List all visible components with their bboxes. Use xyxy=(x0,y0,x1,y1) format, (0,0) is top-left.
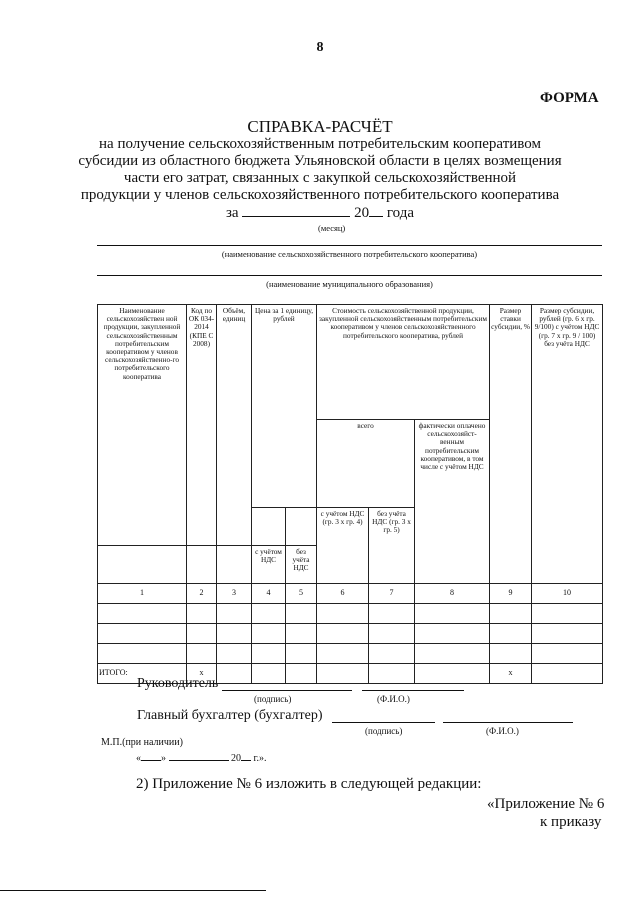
form-label: ФОРМА xyxy=(540,90,599,106)
table-cell[interactable] xyxy=(490,624,532,644)
calculation-table xyxy=(97,304,603,684)
header-row xyxy=(98,305,603,420)
date-line xyxy=(136,751,266,764)
table-cell[interactable] xyxy=(252,644,286,664)
table-cell[interactable] xyxy=(187,624,217,644)
total-mark: x xyxy=(490,664,532,684)
year-prefix: 20 xyxy=(354,205,370,221)
accountant-signature-line[interactable] xyxy=(332,722,435,723)
table-cell[interactable] xyxy=(317,644,369,664)
accountant-name-caption: (Ф.И.О.) xyxy=(486,726,519,736)
head-name-line[interactable] xyxy=(362,690,464,691)
table-cell[interactable] xyxy=(532,644,603,664)
table-cell[interactable] xyxy=(532,624,603,644)
header-actually-paid: фактически оплачено сельскохозяйст-венным потребительским кооперативом, в том числе с учётом НДС xyxy=(415,420,490,584)
amendment-text: 2) Приложение № 6 изложить в следующей редакции: xyxy=(136,776,482,792)
table-cell[interactable] xyxy=(217,644,252,664)
header-cell-empty xyxy=(187,546,217,584)
subtitle-line: субсидии из областного бюджета Ульяновской области в целях возмещения xyxy=(78,153,562,169)
year-blank xyxy=(369,204,383,217)
subtitle-line: части его затрат, связанных с закупкой сельскохозяйственной xyxy=(123,170,517,186)
table-cell[interactable] xyxy=(415,624,490,644)
table-cell[interactable] xyxy=(286,664,317,684)
header-cost-without-vat: без учёта НДС (гр. 3 х гр. 5) xyxy=(369,508,415,584)
table-cell[interactable] xyxy=(317,604,369,624)
header-price-without-vat: без учёта НДС xyxy=(286,546,317,584)
stamp-note: М.П.(при наличии) xyxy=(101,737,183,748)
column-number: 3 xyxy=(217,584,252,604)
head-sign-caption: (подпись) xyxy=(254,694,292,704)
table-cell[interactable] xyxy=(490,604,532,624)
table-cell[interactable] xyxy=(252,624,286,644)
head-label: Руководитель xyxy=(137,676,219,691)
column-number: 6 xyxy=(317,584,369,604)
table-cell[interactable] xyxy=(187,604,217,624)
table-cell[interactable] xyxy=(252,604,286,624)
column-number: 4 xyxy=(252,584,286,604)
head-name-caption: (Ф.И.О.) xyxy=(377,694,410,704)
period-prefix: за xyxy=(226,205,239,221)
column-number: 5 xyxy=(286,584,317,604)
total-label: ИТОГО: xyxy=(98,664,187,684)
table-cell[interactable] xyxy=(369,624,415,644)
table-cell[interactable] xyxy=(286,624,317,644)
accountant-label: Главный бухгалтер (бухгалтер) xyxy=(137,708,323,723)
subtitle-line: продукции у членов сельскохозяйственного потребительского кооператива xyxy=(80,187,560,203)
table-cell[interactable] xyxy=(187,644,217,664)
column-number: 8 xyxy=(415,584,490,604)
table-cell[interactable] xyxy=(98,624,187,644)
table-cell[interactable] xyxy=(286,644,317,664)
table-cell[interactable] xyxy=(415,604,490,624)
header-cell-empty xyxy=(286,508,317,546)
accountant-sign-caption: (подпись) xyxy=(365,726,403,736)
header-cost-with-vat: с учётом НДС (гр. 3 х гр. 4) xyxy=(317,508,369,584)
appendix-title: «Приложение № 6 xyxy=(487,796,605,812)
table-row xyxy=(98,604,603,624)
table-cell[interactable] xyxy=(369,664,415,684)
total-mark: x xyxy=(187,664,217,684)
table-cell[interactable] xyxy=(98,644,187,664)
table-cell[interactable] xyxy=(369,604,415,624)
table-row xyxy=(98,644,603,664)
table-cell[interactable] xyxy=(98,604,187,624)
table-cell[interactable] xyxy=(317,624,369,644)
coop-name-caption: (наименование сельскохозяйственного потребительского кооператива) xyxy=(221,249,478,259)
column-numbers-row xyxy=(98,584,603,604)
period-suffix: года xyxy=(386,205,414,221)
table-cell[interactable] xyxy=(252,664,286,684)
month-blank[interactable] xyxy=(169,751,229,761)
coop-name-line xyxy=(97,245,602,246)
date-suffix: г.». xyxy=(253,753,267,764)
table-cell[interactable] xyxy=(415,644,490,664)
column-number: 1 xyxy=(98,584,187,604)
table-cell[interactable] xyxy=(217,624,252,644)
page-number: 8 xyxy=(316,40,324,55)
period-line xyxy=(0,204,640,222)
header-volume: Объём, единиц xyxy=(217,305,252,546)
month-blank xyxy=(242,204,350,217)
column-number: 9 xyxy=(490,584,532,604)
day-blank[interactable] xyxy=(141,751,161,761)
table-cell[interactable] xyxy=(217,604,252,624)
municipality-line xyxy=(97,275,602,276)
date-open-quote: « xyxy=(136,753,141,764)
table-cell[interactable] xyxy=(415,664,490,684)
accountant-name-line[interactable] xyxy=(443,722,573,723)
date-close-quote: » xyxy=(161,753,166,764)
table-cell[interactable] xyxy=(317,664,369,684)
header-cell-empty xyxy=(217,546,252,584)
date-year: 20 xyxy=(231,753,241,764)
column-number: 2 xyxy=(187,584,217,604)
header-product-name: Наименование сельскохозяйствен ной продукции, закупленной сельскохозяйственным потребительским кооперативом у членов сельскохозяйственно-го потребительского кооператива xyxy=(98,305,187,546)
table-cell[interactable] xyxy=(286,604,317,624)
header-okpd-code: Код по ОК 034-2014 (КПЕ С 2008) xyxy=(187,305,217,546)
table-cell[interactable] xyxy=(369,644,415,664)
subtitle-line: на получение сельскохозяйственным потребительским кооперативом xyxy=(99,136,541,152)
header-cell-empty xyxy=(98,546,187,584)
header-total: всего xyxy=(317,420,415,508)
table-cell[interactable] xyxy=(532,664,603,684)
column-number: 10 xyxy=(532,584,603,604)
header-unit-price: Цена за 1 единицу, рублей xyxy=(252,305,317,508)
header-cell-empty xyxy=(252,508,286,546)
header-cost: Стоимость сельскохозяйственной продукции, закупленной сельскохозяйственным потребительским кооперативом у членов сельскохозяйственного потребительского кооператива, рублей xyxy=(317,305,490,420)
table-cell[interactable] xyxy=(490,644,532,664)
table-row xyxy=(98,624,603,644)
municipality-caption: (наименование муниципального образования) xyxy=(266,279,433,289)
appendix-line2: к приказу xyxy=(540,814,602,830)
title-block xyxy=(60,118,580,204)
footnote-rule xyxy=(0,890,266,891)
header-price-with-vat: с учётом НДС xyxy=(252,546,286,584)
header-subsidy-amount: Размер субсидии, рублей (гр. 6 х гр. 9/100) с учётом НДС (гр. 7 х гр. 9 / 100) без учёта НДС xyxy=(532,305,603,584)
head-signature-line[interactable] xyxy=(222,690,352,691)
table-cell[interactable] xyxy=(532,604,603,624)
column-number: 7 xyxy=(369,584,415,604)
year-blank[interactable] xyxy=(241,751,251,761)
document-title: СПРАВКА-РАСЧЁТ xyxy=(247,117,393,136)
month-caption: (месяц) xyxy=(318,223,346,233)
table-cell[interactable] xyxy=(217,664,252,684)
header-subsidy-rate: Размер ставки субсидии, % xyxy=(490,305,532,584)
